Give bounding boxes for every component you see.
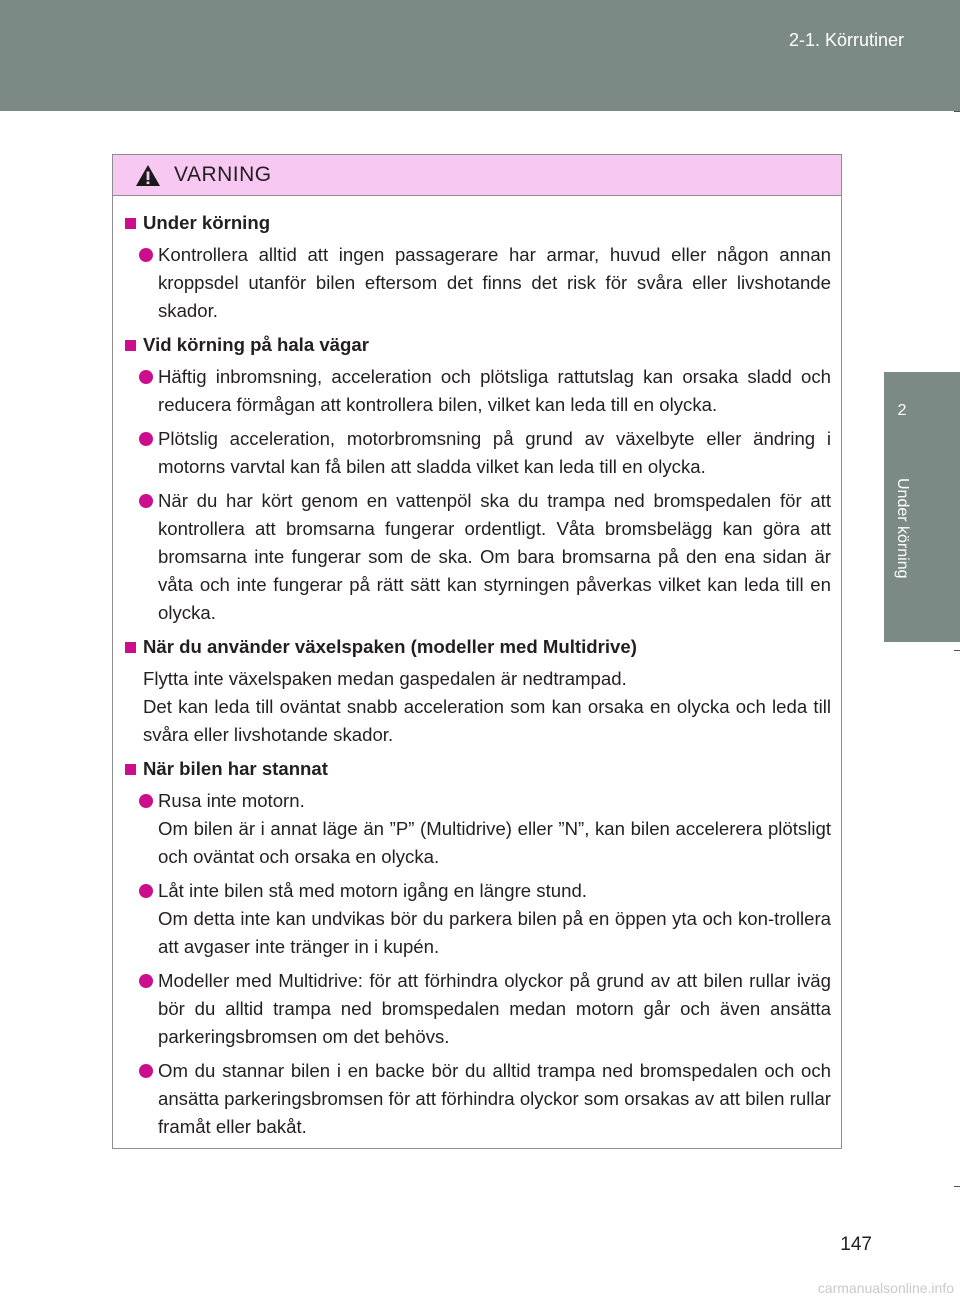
section-heading — [125, 209, 831, 237]
square-bullet-icon — [125, 764, 136, 775]
round-bullet-icon — [139, 494, 153, 508]
round-bullet-icon — [139, 432, 153, 446]
round-bullet-icon — [139, 884, 153, 898]
header-bar — [0, 0, 960, 111]
warning-box — [112, 154, 842, 1149]
list-item-text: När du har kört genom en vattenpöl ska du trampa ned bromspedalen för att kontrollera att bromsarna fungerar ordentligt. Våta bromsbelägg kan göra att bromsarna inte fungerar som de ska. Om bara bromsarna på den ena sidan är våta och inte fungerar på rätt sätt kan styrningen påverkas vilket kan leda till en olycka. — [158, 490, 831, 623]
round-bullet-icon — [139, 248, 153, 262]
section-heading — [125, 331, 831, 359]
list-item — [139, 967, 831, 1051]
round-bullet-icon — [139, 370, 153, 384]
list-item-text: Modeller med Multidrive: för att förhindra olyckor på grund av att bilen rullar iväg bör du alltid trampa ned bromspedalen medan motorn går och även ansätta parkeringsbromsen om det behövs. — [158, 970, 831, 1047]
list-item-text: Kontrollera alltid att ingen passagerare har armar, huvud eller någon annan kroppsdel utanför bilen eftersom det finns det risk för svåra eller livshotande skador. — [158, 244, 831, 321]
list-item — [139, 877, 831, 961]
list-item — [139, 487, 831, 627]
section-heading-text: När du använder växelspaken (modeller med Multidrive) — [143, 636, 637, 657]
chapter-number: 2 — [897, 402, 907, 419]
crop-mark — [954, 1186, 960, 1187]
round-bullet-icon — [139, 1064, 153, 1078]
square-bullet-icon — [125, 218, 136, 229]
section-bilen-har-stannat — [125, 755, 831, 1141]
crop-mark — [954, 111, 960, 112]
section-heading-text: Under körning — [143, 212, 271, 233]
square-bullet-icon — [125, 340, 136, 351]
list-item-text: Om detta inte kan undvikas bör du parkera bilen på en öppen yta och kon-trollera att avgaser inte tränger in i kupén. — [158, 908, 831, 957]
paragraph-line: Det kan leda till oväntat snabb acceleration som kan orsaka en olycka och leda till svåra eller livshotande skador. — [143, 696, 831, 745]
list-item-text: Rusa inte motorn. — [158, 790, 305, 811]
section-vaxelspaken — [125, 633, 831, 749]
section-title: 2-1. Körrutiner — [788, 30, 904, 50]
section-heading — [125, 755, 831, 783]
section-hala-vagar — [125, 331, 831, 627]
warning-header — [113, 155, 841, 196]
list-item-text: Låt inte bilen stå med motorn igång en längre stund. — [158, 880, 587, 901]
list-item — [139, 1057, 831, 1141]
square-bullet-icon — [125, 642, 136, 653]
warning-triangle-icon — [135, 164, 161, 187]
warning-body — [113, 196, 841, 1141]
round-bullet-icon — [139, 794, 153, 808]
list-item-text: Häftig inbromsning, acceleration och plötsliga rattutslag kan orsaka sladd och reducera förmågan att kontrollera bilen, vilket kan leda till en olycka. — [158, 366, 831, 415]
list-item — [139, 787, 831, 871]
section-heading — [125, 633, 831, 661]
section-heading-text: När bilen har stannat — [143, 758, 328, 779]
crop-mark — [954, 650, 960, 651]
list-item — [139, 241, 831, 325]
list-item-text: Om du stannar bilen i en backe bör du alltid trampa ned bromspedalen och och ansätta parkeringsbromsen för att förhindra olyckor som orsakas av att bilen rullar framåt eller bakåt. — [158, 1060, 831, 1137]
section-heading-text: Vid körning på hala vägar — [143, 334, 369, 355]
warning-title: VARNING — [174, 163, 272, 186]
list-item — [139, 425, 831, 481]
paragraph-line: Flytta inte växelspaken medan gaspedalen är nedtrampad. — [143, 668, 627, 689]
chapter-title: Under körning — [894, 478, 911, 579]
list-item-text: Om bilen är i annat läge än ”P” (Multidrive) eller ”N”, kan bilen accelerera plötsligt och oväntat och orsaka en olycka. — [158, 818, 831, 867]
round-bullet-icon — [139, 974, 153, 988]
watermark: carmanualsonline.info — [817, 1280, 954, 1296]
section-under-korning — [125, 209, 831, 325]
paragraph — [143, 665, 831, 749]
page-number: 147 — [840, 1234, 872, 1255]
list-item-text: Plötslig acceleration, motorbromsning på grund av växelbyte eller ändring i motorns varvtal kan få bilen att sladda vilket kan leda till en olycka. — [158, 428, 831, 477]
list-item — [139, 363, 831, 419]
